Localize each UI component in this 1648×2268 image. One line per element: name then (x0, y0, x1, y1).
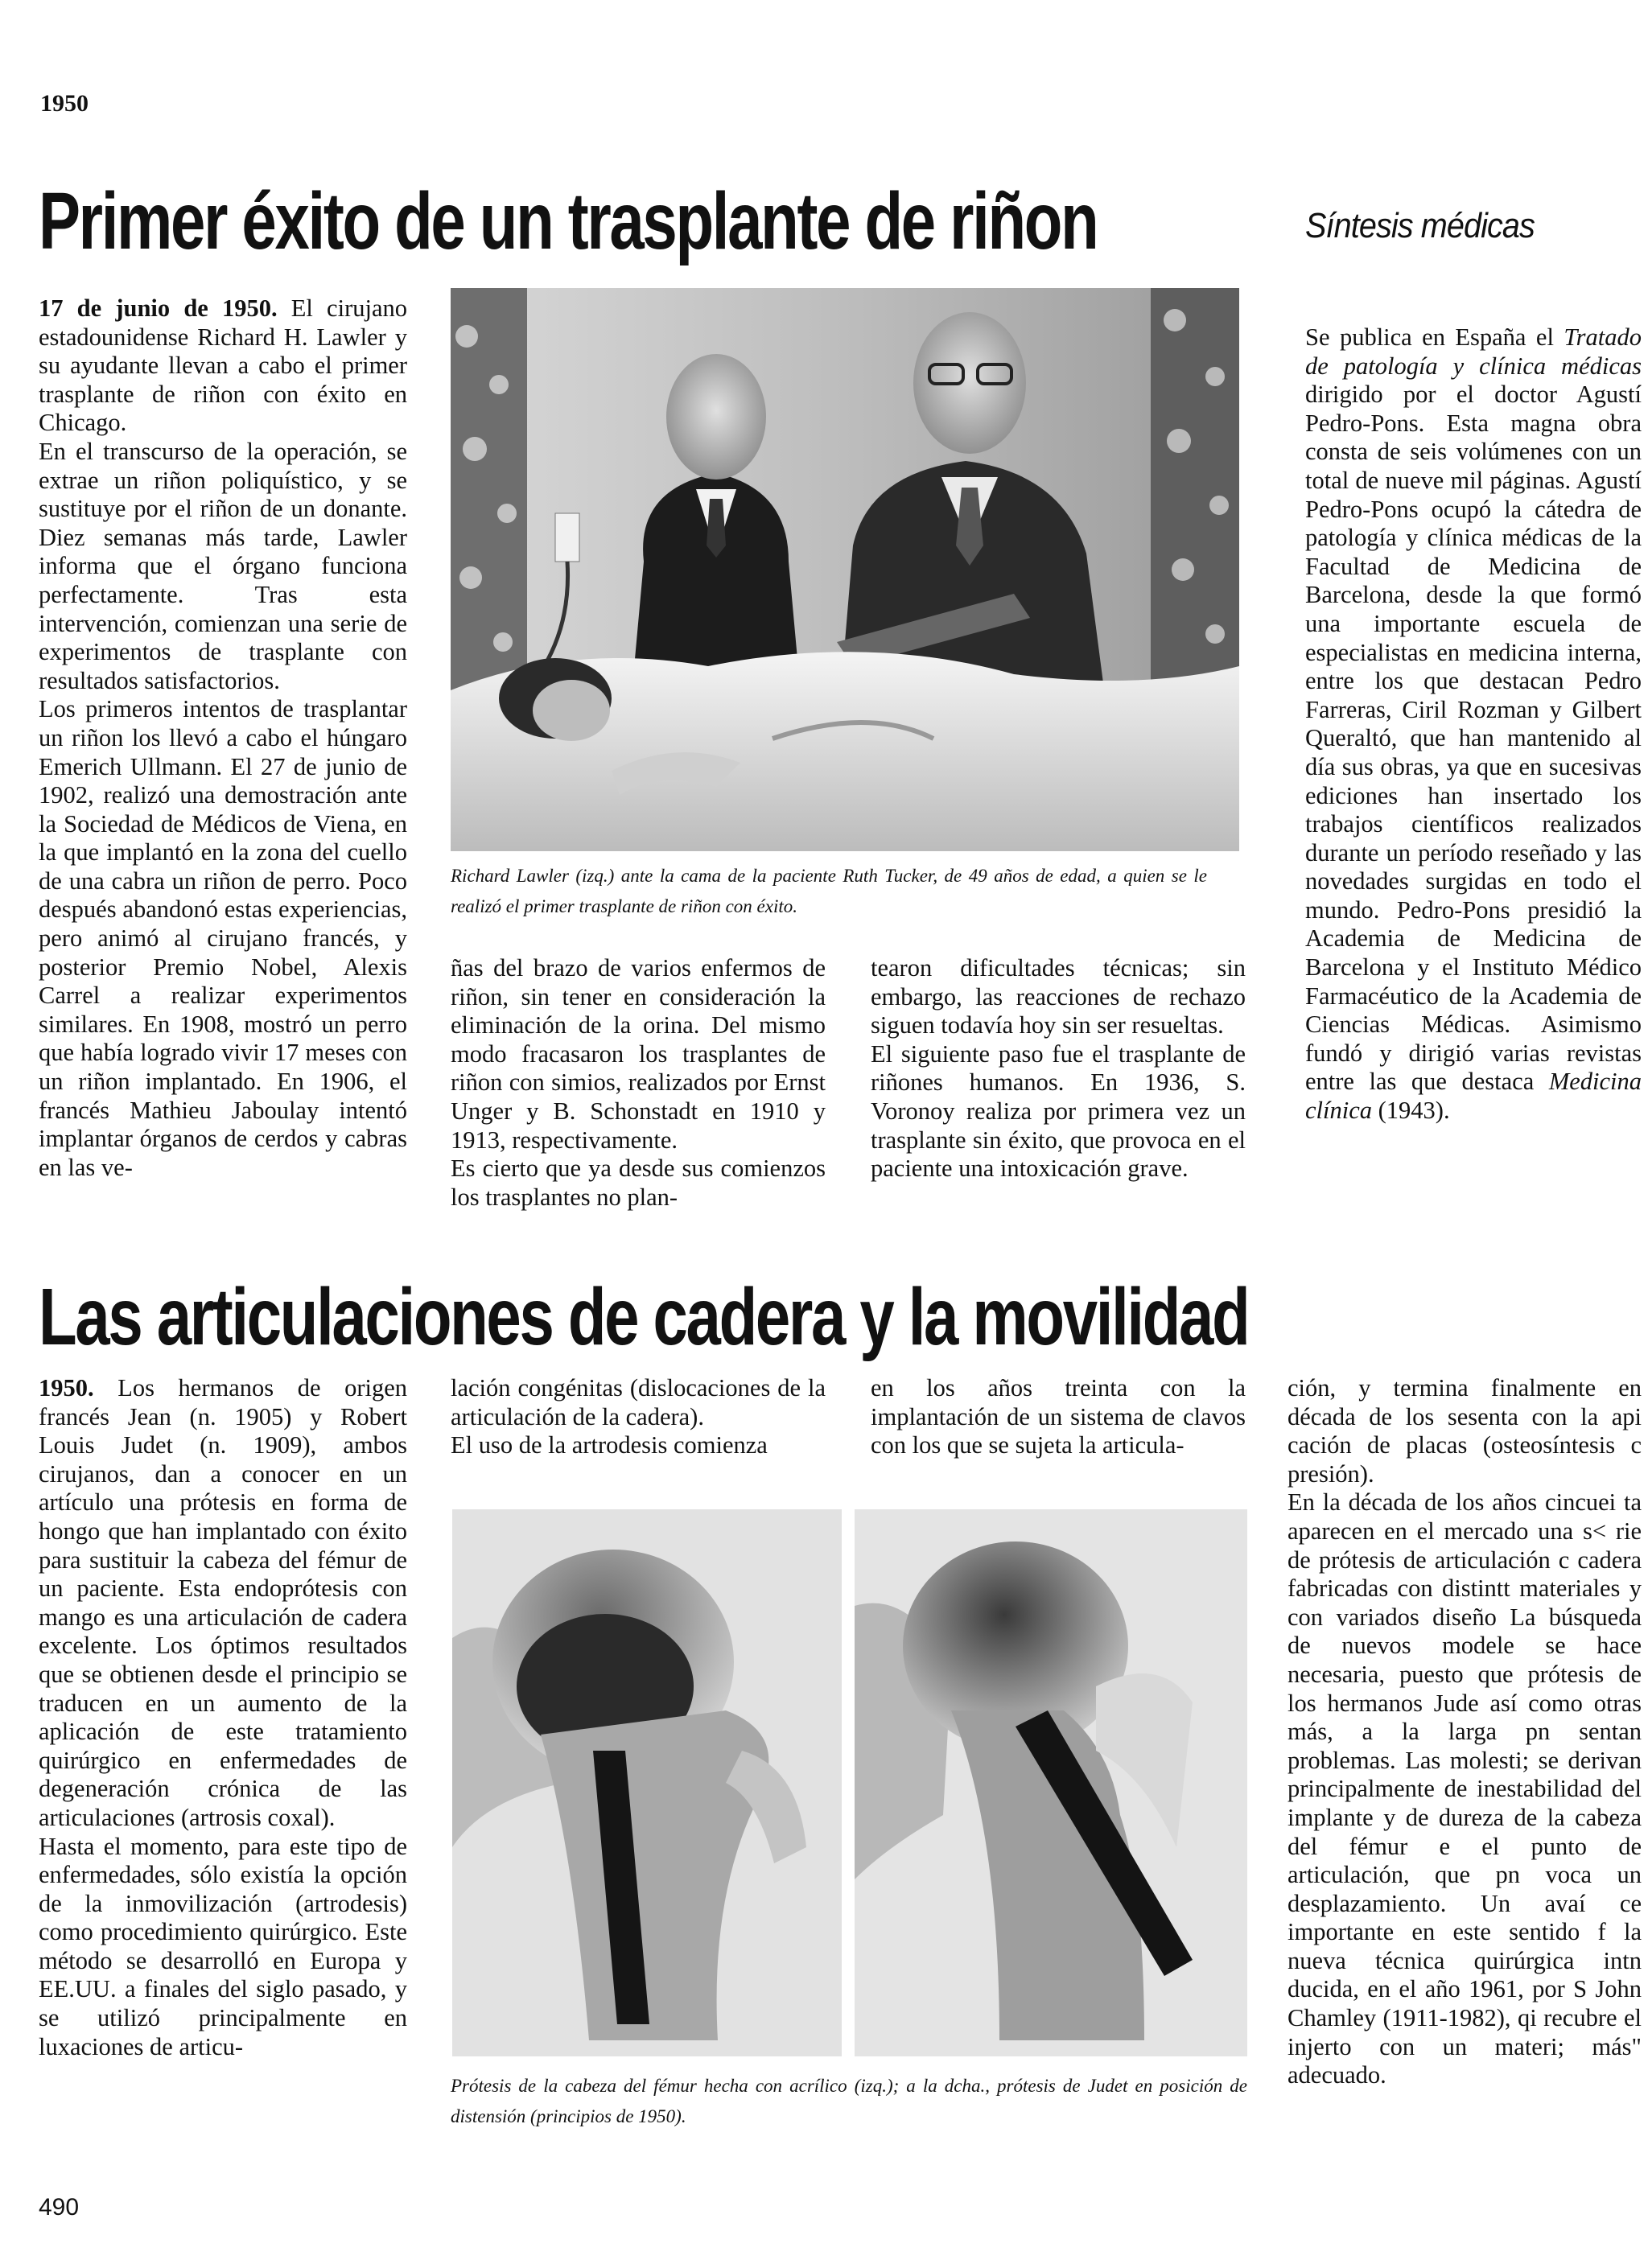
article1-column-2 (451, 954, 826, 1212)
paragraph: tearon dificultades técnicas; sin embargo, las reacciones de rechazo siguen todavía hoy sin ser resueltas. (871, 954, 1246, 1039)
headline-hip-joints: Las articulaciones de cadera y la movilidad (39, 1272, 1249, 1362)
sidebar-text: (1943). (1372, 1097, 1450, 1125)
paragraph: Los primeros intentos de trasplantar un riñon los llevó a cabo el húngaro Emerich Ullmann. El 27 de junio de 1902, realizó una demostración ante la Sociedad de Médicos de Viena, en la que implantó en la zona del cuello de una cabra un riñon de perro. Poco después abandonó estas experiencias, pero animó al cirujano francés, y posterior Premio Nobel, Alexis Carrel a realizar experimentos similares. En 1908, mostró un perro que había logrado vivir 17 meses con un riñon implantado. En 1906, el francés Mathieu Jaboulay intentó implantar órganos de cerdos y cabras en las ve- (39, 695, 407, 1181)
xray-acrylic-prosthesis (452, 1509, 842, 2056)
paragraph: en los años treinta con la implantación de un sistema de clavos con los que se sujeta la articula- (871, 1374, 1246, 1459)
page-number: 490 (39, 2194, 80, 2221)
photo-surgeons-bedside (451, 288, 1239, 851)
book-title: Tratado de patología y clínica médicas (1305, 323, 1642, 380)
headline-kidney-transplant: Primer éxito de un trasplante de riñon (39, 176, 1098, 266)
article2-column-4 (1288, 1374, 1642, 2090)
photo-caption-surgeons: Richard Lawler (izq.) ante la cama de la paciente Ruth Tucker, de 49 años de edad, a quien se le realizó el primer trasplante de riñon con éxito. (451, 866, 1207, 916)
sidebar-column (1305, 323, 1642, 1126)
article1-column-1 (39, 294, 407, 1182)
photo-graphic (451, 288, 1239, 851)
xray-graphic (452, 1509, 842, 2056)
article2-column-2 (451, 1374, 826, 1460)
sidebar-text: Se publica en España el (1305, 323, 1564, 351)
paragraph: En el transcurso de la operación, se extrae un riñon poliquístico, y se sustituye por el riñon de un donante. Diez semanas más tarde, Lawler informa que el órgano funciona perfectamente. Tras esta intervención, comienzan una serie de experimentos de trasplante con resultados satisfactorios. (39, 437, 407, 694)
dateline: 17 de junio de 1950. (39, 294, 278, 322)
journal-title: Medicina clínica (1305, 1068, 1642, 1125)
paragraph: El cirujano estadounidense Richard H. Lawler y su ayudante llevan a cabo el primer trasplante de riñon con éxito en Chicago. (39, 294, 407, 437)
paragraph: ción, y termina finalmente en década de los sesenta con la api cación de placas (osteosíntesis c presión). (1288, 1374, 1642, 1488)
dateline: 1950. (39, 1374, 94, 1402)
paragraph: Hasta el momento, para este tipo de enfermedades, sólo existía la opción de la inmovilización (artrodesis) como procedimiento quirúrgico. Este método se desarrolló en Europa y EE.UU. a finales del siglo pasado, y se utilizó principalmente en luxaciones de articu- (39, 1832, 407, 2060)
sidebar-label: Síntesis médicas (1305, 206, 1535, 245)
paragraph: lación congénitas (dislocaciones de la articulación de la cadera). (451, 1374, 826, 1430)
page-year: 1950 (40, 90, 89, 117)
article1-column-3 (871, 954, 1246, 1183)
paragraph: Es cierto que ya desde sus comienzos los trasplantes no plan- (451, 1155, 826, 1211)
article2-column-3 (871, 1374, 1246, 1460)
paragraph: En la década de los años cincuei ta aparecen en el mercado una s< rie de prótesis de articulación c cadera fabricadas con distintt materiales y con variados diseño La búsqueda de nuevos modele se hace necesaria, puesto que prótesis de los hermanos Jude así como otras más, a la larga pn sentan problemas. Las molesti; se derivan principalmente de inestabilidad del implante y de dureza de la cabeza del fémur e el punto de articulación, que pn voca un desplazamiento. Un avaí ce importante en este sentido f la nueva técnica quirúrgica intn ducida, en el año 1961, por S John Chamley (1911-1982), qi recubre el injerto con un materi; más" adecuado. (1288, 1488, 1642, 2089)
xray-caption: Prótesis de la cabeza del fémur hecha con acrílico (izq.); a la dcha., prótesis de Judet en posición de distensión (principios de 1950). (451, 2076, 1247, 2126)
paragraph: El uso de la artrodesis comienza (451, 1431, 768, 1459)
paragraph: Los hermanos de origen francés Jean (n. 1905) y Robert Louis Judet (n. 1909), ambos cirujanos, dan a conocer en un artículo una prótesis en forma de hongo que han implantado con éxito para sustituir la cabeza del fémur de un paciente. Esta endoprótesis con mango es una articulación de cadera excelente. Los óptimos resultados que se obtienen desde el principio se traducen en un aumento de la aplicación de este tratamiento quirúrgico en enfermedades de degeneración crónica de las articulaciones (artrosis coxal). (39, 1374, 407, 1831)
article2-column-1 (39, 1374, 407, 2061)
paragraph: ñas del brazo de varios enfermos de riñon, sin tener en consideración la eliminación de la orina. Del mismo modo fracasaron los trasplantes de riñon con simios, realizados por Ernst Unger y B. Schonstadt en 1910 y 1913, respectivamente. (451, 954, 826, 1154)
sidebar-text: dirigido por el doctor Agustí Pedro-Pons. Esta magna obra consta de seis volúmenes con un total de nueve mil páginas. Agustí Pedro-Pons ocupó la cátedra de patología y clínica médicas de la Facultad de Medicina de Barcelona, desde la que formó una importante escuela de especialistas en medicina interna, entre los que destacan Pedro Farreras, Ciril Rozman y Gilbert Queraltó, que han mantenido al día sus obras, ya que en sucesivas ediciones han insertado los trabajos científicos realizados durante un período reseñado y las novedades surgidas en todo el mundo. Pedro-Pons presidió la Academia de Medicina de Barcelona y el Instituto Médico Farmacéutico de la Academia de Ciencias Médicas. Asimismo fundó y dirigió varias revistas entre las que destaca (1305, 381, 1642, 1096)
xray-judet-prosthesis (855, 1509, 1247, 2056)
xray-graphic (855, 1509, 1247, 2056)
paragraph: El siguiente paso fue el trasplante de riñones humanos. En 1936, S. Voronoy realiza por primera vez un trasplante sin éxito, que provoca en el paciente una intoxicación grave. (871, 1039, 1246, 1183)
